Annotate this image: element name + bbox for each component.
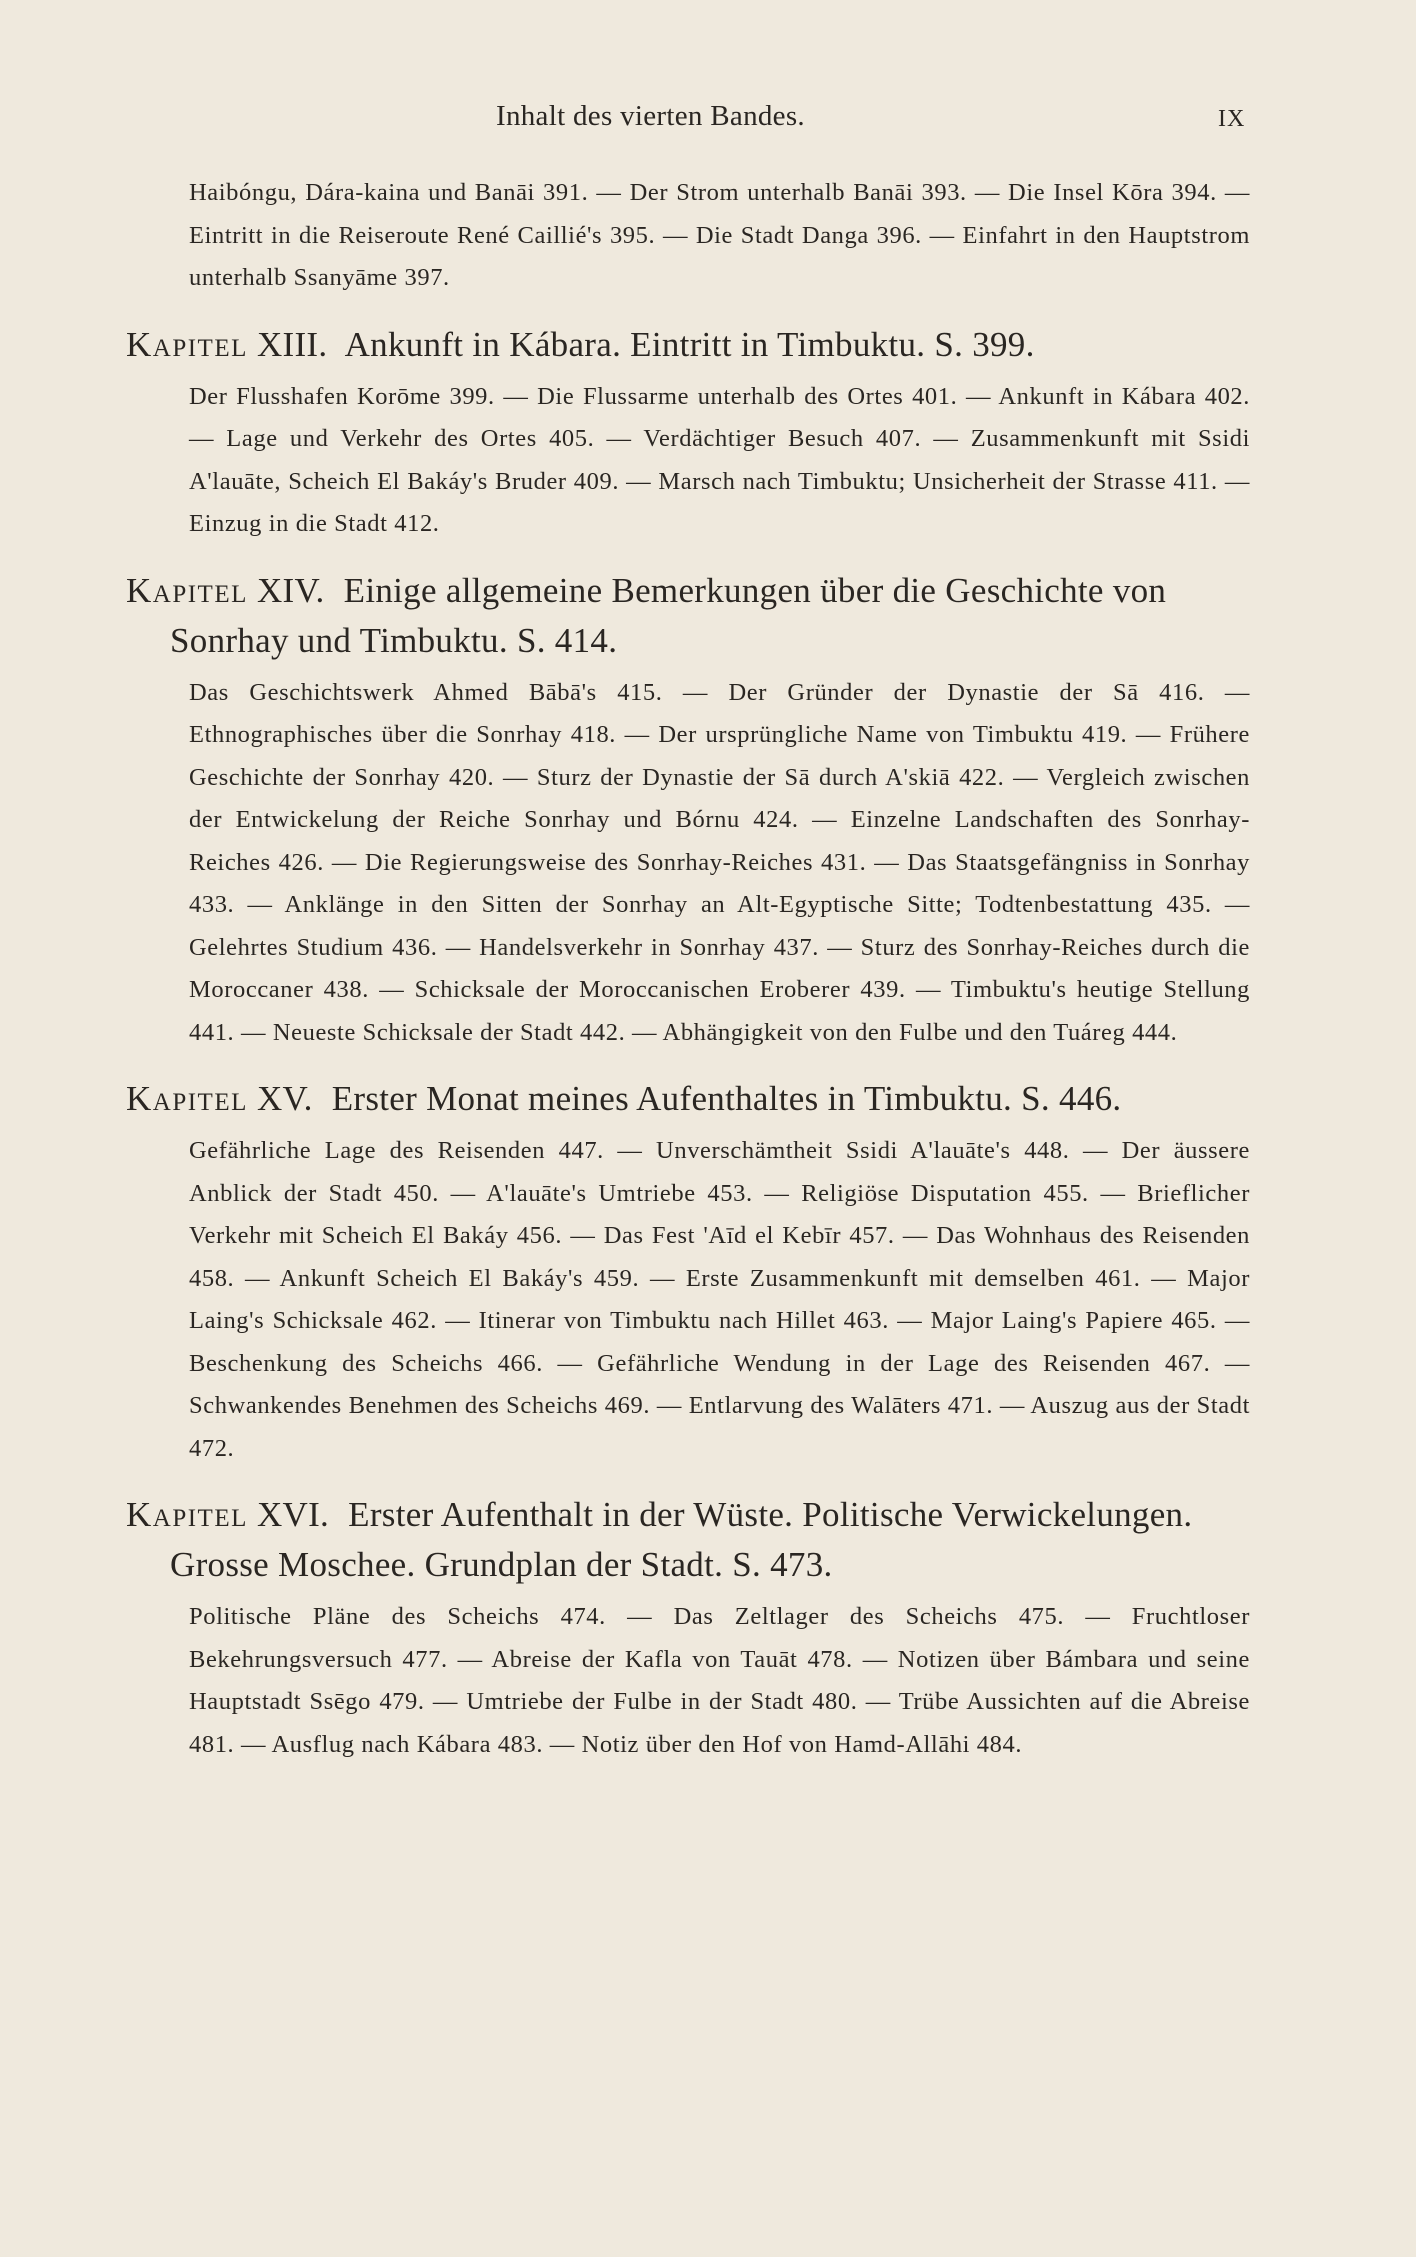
chapter-heading	[126, 566, 1250, 666]
chapter-number: XIII.	[256, 324, 328, 364]
chapter-entries: Politische Pläne des Scheichs 474. — Das Zeltlager des Scheichs 475. — Fruchtloser Bekehrungsversuch 477. — Abreise der Kafla von Tauāt 478. — Notizen über Bámbara und seine Hauptstadt Ssēgo 479. — Umtriebe der Fulbe in der Stadt 480. — Trübe Aussichten auf die Abreise 481. — Ausflug nach Kábara 483. — Notiz über den Hof von Hamd-Allāhi 484.	[189, 1603, 1250, 1758]
table-of-contents	[126, 172, 1250, 1766]
chapter-entries: Gefährliche Lage des Reisenden 447. — Unverschämtheit Ssidi A'lauāte's 448. — Der äussere Anblick der Stadt 450. — A'lauāte's Umtriebe 453. — Religiöse Disputation 455. — Brieflicher Verkehr mit Scheich El Bakáy 456. — Das Fest 'Aīd el Kebīr 457. — Das Wohnhaus des Reisenden 458. — Ankunft Scheich El Bakáy's 459. — Erste Zusammenkunft mit demselben 461. — Major Laing's Schicksale 462. — Itinerar von Timbuktu nach Hillet 463. — Major Laing's Papiere 465. — Beschenkung des Scheichs 466. — Gefährliche Wendung in der Lage des Reisenden 467. — Schwankendes Benehmen des Scheichs 469. — Entlarvung des Walāters 471. — Auszug aus der Stadt 472.	[189, 1137, 1250, 1462]
chapter-label: Kapitel	[126, 1495, 248, 1534]
chapter-label: Kapitel	[126, 570, 248, 610]
chapter-number: XIV.	[256, 570, 325, 610]
chapter-13	[126, 320, 1250, 546]
chapter-16	[126, 1490, 1250, 1766]
chapter-number: XV.	[256, 1079, 313, 1118]
chapter-heading	[126, 320, 1250, 370]
chapter-label: Kapitel	[126, 324, 248, 364]
chapter-entries: Das Geschichtswerk Ahmed Bābā's 415. — Der Gründer der Dynastie der Sā 416. — Ethnographisches über die Sonrhay 418. — Der ursprüngliche Name von Timbuktu 419. — Frühere Geschichte der Sonrhay 420. — Sturz der Dynastie der Sā durch A'skiā 422. — Vergleich zwischen der Entwickelung der Reiche Sonrhay und Bórnu 424. — Einzelne Landschaften des Sonrhay-Reiches 426. — Die Regierungsweise des Sonrhay-Reiches 431. — Das Staatsgefängniss in Sonrhay 433. — Anklänge in den Sitten der Sonrhay an Alt-Egyptische Sitte; Todtenbestattung 435. — Gelehrtes Studium 436. — Handelsverkehr in Sonrhay 437. — Sturz des Sonrhay-Reiches durch die Moroccaner 438. — Schicksale der Moroccanischen Eroberer 439. — Timbuktu's heutige Stellung 441. — Neueste Schicksale der Stadt 442. — Abhängigkeit von den Fulbe und den Tuáreg 444.	[189, 678, 1250, 1046]
chapter-entries: Der Flusshafen Korōme 399. — Die Flussarme unterhalb des Ortes 401. — Ankunft in Kábara 402. — Lage und Verkehr des Ortes 405. — Verdächtiger Besuch 407. — Zusammenkunft mit Ssidi A'lauāte, Scheich El Bakáy's Bruder 409. — Marsch nach Timbuktu; Unsicherheit der Strasse 411. — Einzug in die Stadt 412.	[189, 382, 1250, 537]
page-number: IX	[1218, 106, 1246, 132]
chapter-14	[126, 566, 1250, 1055]
chapter-title: Erster Aufenthalt in der Wüste. Politische Verwickelungen. Grosse Moschee. Grundplan der Stadt. S. 473.	[170, 1495, 1193, 1584]
intro-entries: Haibóngu, Dára-kaina und Banāi 391. — Der Strom unterhalb Banāi 393. — Die Insel Kōra 394. — Eintritt in die Reiseroute René Caillié's 395. — Die Stadt Danga 396. — Einfahrt in den Hauptstrom unterhalb Ssanyāme 397.	[189, 179, 1250, 291]
chapter-label: Kapitel	[126, 1079, 248, 1118]
chapter-title: Einige allgemeine Bemerkungen über die Geschichte von Sonrhay und Timbuktu. S. 414.	[170, 570, 1167, 660]
chapter-heading	[126, 1074, 1250, 1124]
chapter-title: Erster Monat meines Aufenthaltes in Timbuktu. S. 446.	[331, 1079, 1122, 1118]
chapter-title: Ankunft in Kábara. Eintritt in Timbuktu. S. 399.	[344, 324, 1035, 364]
running-title: Inhalt des vierten Bandes.	[496, 100, 805, 132]
running-head	[0, 100, 1416, 140]
chapter-15	[126, 1074, 1250, 1470]
chapter-number: XVI.	[256, 1495, 330, 1534]
chapter-heading	[126, 1490, 1250, 1590]
